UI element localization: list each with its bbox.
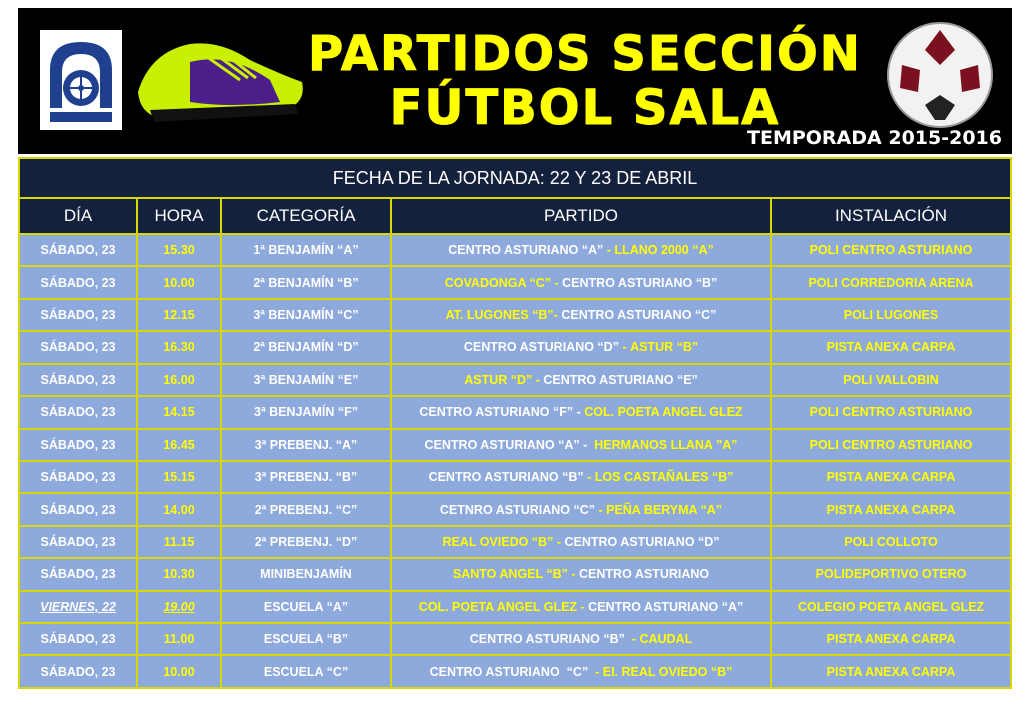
match-separator: - xyxy=(595,502,607,517)
match-away-team: CENTRO ASTURIANO “D” xyxy=(564,535,720,549)
table-row xyxy=(20,492,1010,524)
table-row xyxy=(20,265,1010,297)
match-separator: - xyxy=(588,664,603,679)
match-home-team: CENTRO ASTURIANO “F” - xyxy=(419,405,581,420)
cell-category: ESCUELA “B” xyxy=(222,624,392,654)
match-away-team: CENTRO ASTURIANO “E” xyxy=(543,372,698,387)
cell-time: 11.15 xyxy=(138,527,222,557)
cell-match xyxy=(392,235,772,265)
match-home-team: CENTRO ASTURIANO “B” xyxy=(469,632,625,647)
cell-venue: POLI VALLOBIN xyxy=(843,372,939,387)
page-title-line1: PARTIDOS SECCIÓN xyxy=(308,26,862,82)
cell-match xyxy=(392,300,772,330)
cell-day: VIERNES, 22 xyxy=(20,592,138,622)
table-row xyxy=(20,395,1010,427)
table-row xyxy=(20,298,1010,330)
cell-day: SÁBADO, 23 xyxy=(20,332,138,362)
match-separator xyxy=(587,438,594,452)
cell-day: SÁBADO, 23 xyxy=(20,624,138,654)
cell-time: 10.00 xyxy=(138,656,222,686)
cell-day: SÁBADO, 23 xyxy=(20,267,138,297)
match-away-team: HERMANOS LLANA ”A” xyxy=(594,437,738,452)
column-header-category: CATEGORÍA xyxy=(222,199,392,233)
match-separator: - xyxy=(532,372,544,387)
cell-time: 16.30 xyxy=(138,332,222,362)
table-row xyxy=(20,330,1010,362)
table-row xyxy=(20,622,1010,654)
table-body xyxy=(20,233,1010,687)
match-separator: - xyxy=(577,599,589,614)
cell-category: 3ª BENJAMÍN “C” xyxy=(222,300,392,330)
table-row xyxy=(20,428,1010,460)
cell-venue: POLI CENTRO ASTURIANO xyxy=(809,243,973,258)
match-home-team: REAL OVIEDO “B” xyxy=(442,535,554,549)
cell-category: ESCUELA “A” xyxy=(222,592,392,622)
cell-match xyxy=(392,527,772,557)
cell-category: 3ª PREBENJ. “A” xyxy=(222,430,392,460)
match-separator: - xyxy=(553,535,565,549)
cell-day: SÁBADO, 23 xyxy=(20,365,138,395)
date-heading: FECHA DE LA JORNADA: 22 Y 23 DE ABRIL xyxy=(20,159,1010,199)
table-header xyxy=(20,199,1010,233)
cell-day: SÁBADO, 23 xyxy=(20,397,138,427)
match-home-team: COL. POETA ANGEL GLEZ xyxy=(418,599,578,614)
match-separator: - xyxy=(567,567,580,582)
match-away-team: CAUDAL xyxy=(639,632,693,647)
table-row xyxy=(20,590,1010,622)
page-title-line2: FÚTBOL SALA xyxy=(389,80,781,136)
table-row xyxy=(20,460,1010,492)
cell-venue: POLI COLLOTO xyxy=(844,535,938,549)
match-separator: - xyxy=(603,243,615,258)
cell-venue: POLI CENTRO ASTURIANO xyxy=(809,437,973,452)
cell-category: ESCUELA “C” xyxy=(222,656,392,686)
match-home-team: CENTRO ASTURIANO “A” xyxy=(448,243,604,258)
cell-match xyxy=(392,267,772,297)
match-home-team: AT. LUGONES “B”- xyxy=(445,308,558,323)
cell-match xyxy=(392,332,772,362)
cell-day: SÁBADO, 23 xyxy=(20,559,138,589)
cell-venue: PISTA ANEXA CARPA xyxy=(826,340,956,355)
cell-day: SÁBADO, 23 xyxy=(20,430,138,460)
cell-category: 2ª BENJAMÍN “D” xyxy=(222,332,392,362)
cell-time: 14.00 xyxy=(138,494,222,524)
cell-match xyxy=(392,494,772,524)
match-home-team: ASTUR “D” xyxy=(464,372,533,387)
match-away-team: LLANO 2000 “A” xyxy=(614,243,714,258)
match-home-team: CENTRO ASTURIANO “D” xyxy=(463,340,619,355)
cell-day: SÁBADO, 23 xyxy=(20,656,138,686)
column-header-venue: INSTALACIÓN xyxy=(834,206,948,225)
table-row xyxy=(20,654,1010,686)
match-home-team: CETNRO ASTURIANO “C” xyxy=(439,502,595,517)
column-header-match: PARTIDO xyxy=(392,199,772,233)
cell-venue: POLI CENTRO ASTURIANO xyxy=(809,405,973,420)
cell-match xyxy=(392,430,772,460)
match-home-team: CENTRO ASTURIANO “A” - xyxy=(424,437,588,452)
match-away-team: COL. POETA ANGEL GLEZ xyxy=(584,405,743,420)
match-separator: - xyxy=(583,470,595,485)
cell-time: 15.30 xyxy=(138,235,222,265)
cell-venue: POLIDEPORTIVO OTERO xyxy=(815,567,967,582)
match-away-team: PEÑA BERYMA “A” xyxy=(606,502,723,517)
cell-match xyxy=(392,592,772,622)
cell-venue: POLI LUGONES xyxy=(843,308,939,323)
match-away-team: CENTRO ASTURIANO “B” xyxy=(562,275,718,290)
cell-time: 12.15 xyxy=(138,300,222,330)
cell-time: 10.00 xyxy=(138,267,222,297)
cell-day: SÁBADO, 23 xyxy=(20,235,138,265)
cell-time: 19.00 xyxy=(138,592,222,622)
cell-venue: PISTA ANEXA CARPA xyxy=(826,632,956,647)
cell-match xyxy=(392,462,772,492)
table-row xyxy=(20,557,1010,589)
column-header-day: DÍA xyxy=(20,199,138,233)
cell-category: 3ª PREBENJ. “B” xyxy=(222,462,392,492)
match-separator: - xyxy=(618,340,631,355)
cell-day: SÁBADO, 23 xyxy=(20,300,138,330)
cell-day: SÁBADO, 23 xyxy=(20,494,138,524)
cell-category: 3ª BENJAMÍN “E” xyxy=(222,365,392,395)
match-home-team: SANTO ANGEL “B” xyxy=(452,567,568,582)
match-away-team: CENTRO ASTURIANO xyxy=(579,567,710,582)
match-away-team: LOS CASTAÑALES “B” xyxy=(594,470,734,485)
table-row xyxy=(20,525,1010,557)
cell-day: SÁBADO, 23 xyxy=(20,527,138,557)
cell-time: 11.00 xyxy=(138,624,222,654)
cell-category: MINIBENJAMÍN xyxy=(222,559,392,589)
cell-category: 2ª BENJAMÍN “B” xyxy=(222,267,392,297)
cell-time: 14.15 xyxy=(138,397,222,427)
match-home-team: COVADONGA “C” - xyxy=(444,275,559,290)
cell-category: 2ª PREBENJ. “D” xyxy=(222,527,392,557)
match-away-team: EI. REAL OVIEDO “B” xyxy=(602,664,733,679)
cell-venue: PISTA ANEXA CARPA xyxy=(826,664,956,679)
cell-match xyxy=(392,559,772,589)
cell-venue: COLEGIO POETA ANGEL GLEZ xyxy=(797,599,985,614)
table-row xyxy=(20,233,1010,265)
cell-day: SÁBADO, 23 xyxy=(20,462,138,492)
match-home-team: CENTRO ASTURIANO “B” xyxy=(428,470,584,485)
cell-time: 16.45 xyxy=(138,430,222,460)
table-row xyxy=(20,363,1010,395)
match-separator: - xyxy=(624,632,640,647)
cell-time: 10.30 xyxy=(138,559,222,589)
cell-category: 2ª PREBENJ. “C” xyxy=(222,494,392,524)
match-away-team: ASTUR “B” xyxy=(630,340,699,355)
schedule-table xyxy=(18,157,1012,689)
cell-match xyxy=(392,397,772,427)
cell-category: 1ª BENJAMÍN “A” xyxy=(222,235,392,265)
cell-match xyxy=(392,624,772,654)
cell-time: 15.15 xyxy=(138,462,222,492)
cell-match xyxy=(392,656,772,686)
cell-venue: PISTA ANEXA CARPA xyxy=(826,502,956,517)
column-header-time: HORA xyxy=(138,199,222,233)
cell-match xyxy=(392,365,772,395)
cell-time: 16.00 xyxy=(138,365,222,395)
club-logo xyxy=(40,30,122,130)
cell-category: 3ª BENJAMÍN “F” xyxy=(222,397,392,427)
match-away-team: CENTRO ASTURIANO “C” xyxy=(561,308,717,323)
season-label: TEMPORADA 2015-2016 xyxy=(747,127,1002,149)
cell-venue: PISTA ANEXA CARPA xyxy=(826,470,956,485)
match-away-team: CENTRO ASTURIANO “A” xyxy=(588,599,744,614)
cell-venue: POLI CORREDORIA ARENA xyxy=(808,275,974,290)
match-home-team: CENTRO ASTURIANO “C” xyxy=(429,664,589,679)
